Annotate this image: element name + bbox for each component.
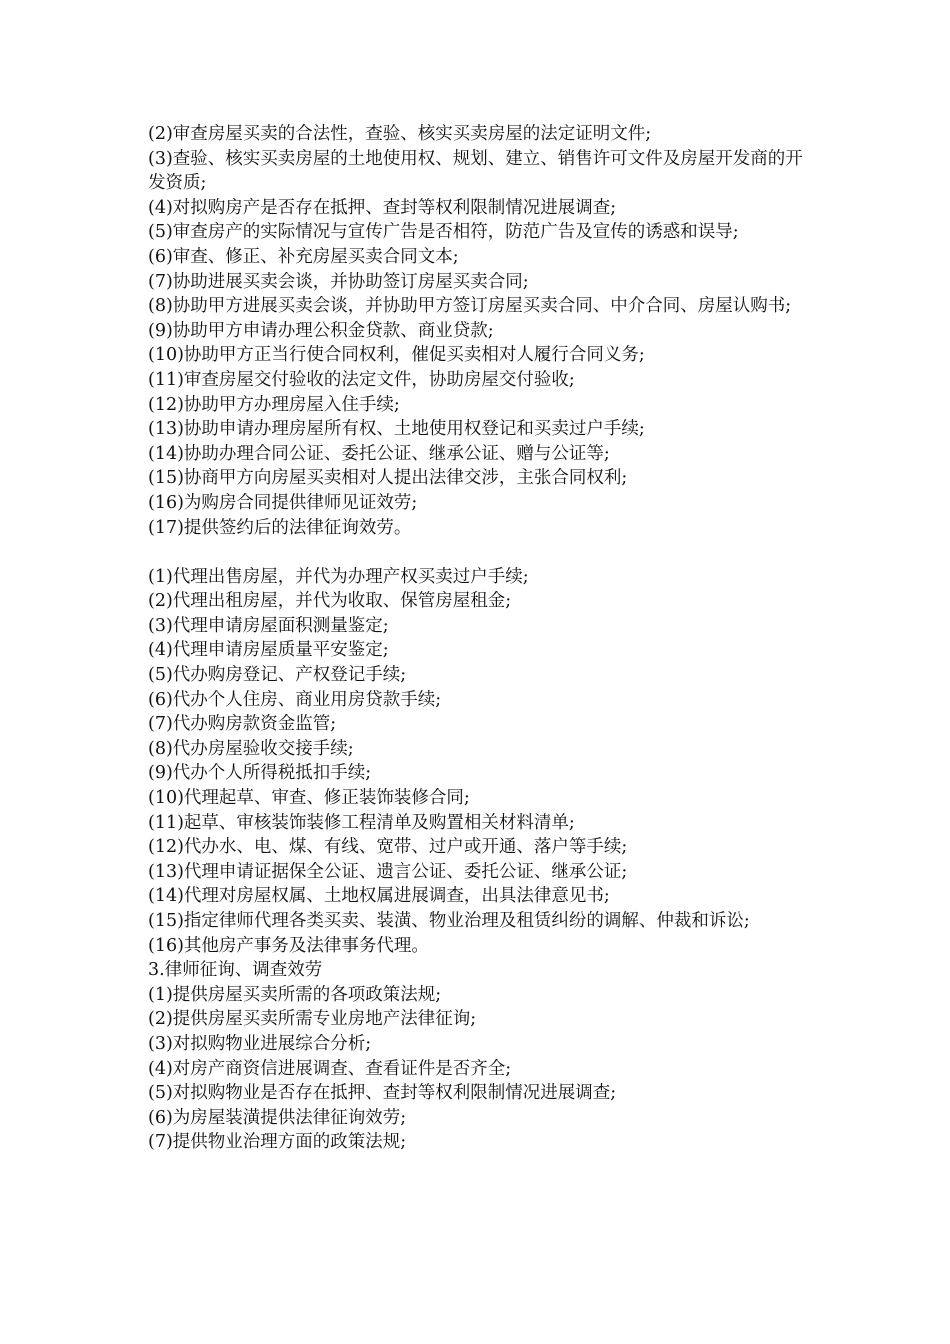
list-item: (10)协助甲方正当行使合同权利，催促买卖相对人履行合同义务;	[148, 345, 645, 366]
list-item: (8)协助甲方进展买卖会谈，并协助甲方签订房屋买卖合同、中介合同、房屋认购书;	[148, 296, 792, 317]
list-item: (4)代理申请房屋质量平安鉴定;	[148, 640, 389, 661]
list-item: (3)对拟购物业进展综合分析;	[148, 1033, 372, 1054]
section-heading: 3.律师征询、调查效劳	[148, 960, 323, 981]
list-item: (2)代理出租房屋，并代为收取、保管房屋租金;	[148, 591, 512, 612]
list-item: (1)提供房屋买卖所需的各项政策法规;	[148, 984, 442, 1005]
list-item: (14)协助办理合同公证、委托公证、继承公证、赠与公证等;	[148, 443, 610, 464]
list-item: (14)代理对房屋权属、土地权属进展调查，出具法律意见书;	[148, 886, 610, 907]
section-b	[148, 565, 808, 1155]
list-item: (1)代理出售房屋，并代为办理产权买卖过户手续;	[148, 566, 529, 587]
list-item: (8)代办房屋验收交接手续;	[148, 738, 354, 759]
list-item: (9)代办个人所得税抵扣手续;	[148, 763, 372, 784]
list-item: (11)起草、审核装饰装修工程清单及购置相关材料清单;	[148, 812, 575, 833]
list-item: (9)协助甲方申请办理公积金贷款、商业贷款;	[148, 320, 494, 341]
list-item: (6)代办个人住房、商业用房贷款手续;	[148, 689, 442, 710]
list-item: (5)代办购房登记、产权登记手续;	[148, 665, 407, 686]
list-item: (7)提供物业治理方面的政策法规;	[148, 1132, 407, 1153]
list-item: (6)审查、修正、补充房屋买卖合同文本;	[148, 246, 459, 267]
list-item: (6)为房屋装潢提供法律征询效劳;	[148, 1107, 407, 1128]
list-item: (4)对房产商资信进展调查、查看证件是否齐全;	[148, 1058, 512, 1079]
list-item: (16)为购房合同提供律师见证效劳;	[148, 492, 418, 513]
list-item: (7)代办购房款资金监管;	[148, 714, 337, 735]
list-item: (12)代办水、电、煤、有线、宽带、过户或开通、落户等手续;	[148, 837, 628, 858]
list-item: (5)对拟购物业是否存在抵押、查封等权利限制情况进展调查;	[148, 1083, 617, 1104]
section-a	[148, 122, 808, 540]
list-item: (2)提供房屋买卖所需专业房地产法律征询;	[148, 1009, 477, 1030]
list-item: (13)代理申请证据保全公证、遗言公证、委托公证、继承公证;	[148, 861, 628, 882]
list-item: (4)对拟购房产是否存在抵押、查封等权利限制情况进展调查;	[148, 197, 617, 218]
list-item: (16)其他房产事务及法律事务代理。	[148, 935, 429, 956]
paragraph-gap	[148, 540, 808, 565]
list-item: (12)协助甲方办理房屋入住手续;	[148, 394, 400, 415]
list-item: (17)提供签约后的法律征询效劳。	[148, 517, 412, 538]
list-item: (13)协助申请办理房屋所有权、土地使用权登记和买卖过户手续;	[148, 419, 645, 440]
list-item: (3)代理申请房屋面积测量鉴定;	[148, 615, 389, 636]
list-item: (3)查验、核实买卖房屋的土地使用权、规划、建立、销售许可文件及房屋开发商的开发资质;	[148, 148, 803, 194]
list-item: (2)审查房屋买卖的合法性，查验、核实买卖房屋的法定证明文件;	[148, 124, 652, 144]
list-item: (10)代理起草、审查、修正装饰装修合同;	[148, 788, 470, 809]
list-item: (7)协助进展买卖会谈，并协助签订房屋买卖合同;	[148, 271, 529, 292]
list-item: (15)指定律师代理各类买卖、装潢、物业治理及租赁纠纷的调解、仲裁和诉讼;	[148, 911, 750, 931]
list-item: (11)审查房屋交付验收的法定文件，协助房屋交付验收;	[148, 369, 575, 390]
document-page	[148, 122, 808, 1155]
list-item: (5)审查房产的实际情况与宣传广告是否相符，防范广告及宣传的诱惑和误导;	[148, 222, 739, 243]
list-item: (15)协商甲方向房屋买卖相对人提出法律交涉，主张合同权利;	[148, 468, 628, 489]
